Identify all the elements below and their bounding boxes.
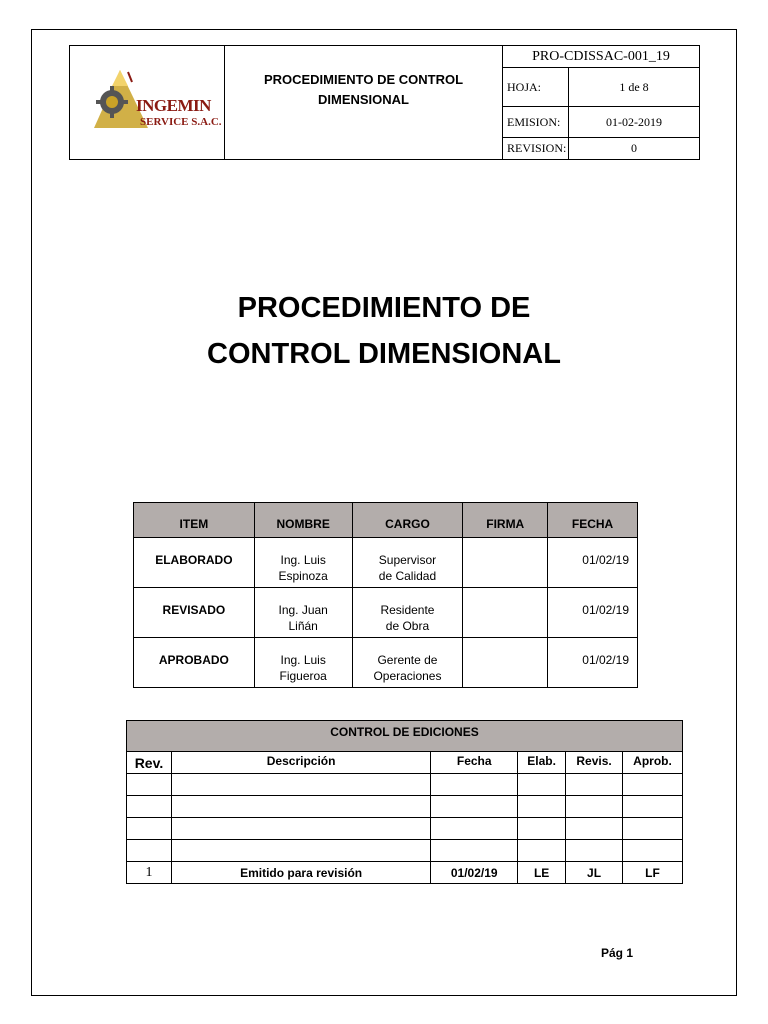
table-cell: LE: [518, 862, 566, 884]
table-cell: [171, 818, 430, 840]
emision-value: 01-02-2019: [606, 114, 662, 129]
col-fecha: Fecha: [431, 752, 518, 774]
col-aprob: Aprob.: [623, 752, 683, 774]
table-row: [134, 538, 638, 588]
col-elab: Elab.: [518, 752, 566, 774]
table-cell: [566, 840, 623, 862]
company-logo: [70, 46, 225, 159]
item-cell: REVISADO: [134, 588, 255, 638]
table-cell: [623, 774, 683, 796]
cargo-cell: [352, 538, 463, 588]
page-number: Pág 1: [601, 946, 634, 960]
col-rev: Rev.: [127, 752, 172, 774]
logo-subtitle: SERVICE S.A.C.: [140, 116, 222, 128]
table-cell: [171, 796, 430, 818]
nombre-cell: [254, 588, 352, 638]
table-cell: [518, 840, 566, 862]
emision-label: EMISION:: [503, 107, 569, 137]
nombre-line: Espinoza: [278, 569, 328, 583]
main-title: [0, 285, 768, 377]
cargo-line: Supervisor: [378, 553, 437, 567]
main-title-line2: CONTROL DIMENSIONAL: [207, 338, 561, 370]
table-cell: [623, 818, 683, 840]
firma-cell: [463, 588, 548, 638]
nombre-line: Ing. Juan: [278, 603, 328, 617]
table-cell: [127, 840, 172, 862]
table-row: [127, 774, 683, 796]
table-cell: [566, 774, 623, 796]
table-cell: [127, 774, 172, 796]
table-row: [134, 638, 638, 688]
table-cell: [623, 840, 683, 862]
table-row: [127, 796, 683, 818]
header-row-hoja: [503, 68, 699, 107]
editions-caption-row: [127, 721, 683, 752]
header-title-cell: [225, 46, 503, 159]
nombre-line: Liñán: [288, 619, 318, 633]
table-cell: [518, 774, 566, 796]
col-revis: Revis.: [566, 752, 623, 774]
col-firma: FIRMA: [463, 503, 548, 538]
editions-caption: CONTROL DE EDICIONES: [127, 721, 683, 752]
col-cargo: CARGO: [352, 503, 463, 538]
table-cell: [431, 818, 518, 840]
table-cell: [127, 796, 172, 818]
document-code: PRO-CDISSAC-001_19: [503, 46, 699, 68]
table-cell: 1: [127, 862, 172, 884]
table-cell: [566, 818, 623, 840]
header-row-emision: [503, 107, 699, 138]
table-cell: [431, 840, 518, 862]
document-header: [69, 45, 700, 160]
cargo-line: Operaciones: [373, 669, 442, 683]
fecha-cell: 01/02/19: [548, 538, 638, 588]
table-row: [127, 840, 683, 862]
hoja-label: HOJA:: [503, 68, 569, 106]
table-cell: [518, 796, 566, 818]
table-cell: 01/02/19: [431, 862, 518, 884]
cargo-line: Gerente de: [377, 653, 438, 667]
main-title-line1: PROCEDIMIENTO DE: [237, 292, 531, 324]
col-item: ITEM: [134, 503, 255, 538]
approval-table: [133, 502, 638, 688]
firma-cell: [463, 538, 548, 588]
table-cell: [431, 774, 518, 796]
cargo-line: Residente: [380, 603, 435, 617]
cargo-line: de Calidad: [378, 569, 437, 583]
col-nombre: NOMBRE: [254, 503, 352, 538]
nombre-cell: [254, 638, 352, 688]
table-cell: [566, 796, 623, 818]
table-cell: LF: [623, 862, 683, 884]
table-cell: [518, 818, 566, 840]
nombre-line: Figueroa: [279, 669, 327, 683]
cargo-cell: [352, 638, 463, 688]
table-cell: [171, 840, 430, 862]
nombre-line: Ing. Luis: [280, 553, 326, 567]
table-cell: Emitido para revisión: [171, 862, 430, 884]
header-title: PROCEDIMIENTO DE CONTROL DIMENSIONAL: [263, 72, 464, 107]
cargo-line: de Obra: [385, 619, 430, 633]
nombre-cell: [254, 538, 352, 588]
firma-cell: [463, 638, 548, 688]
table-row: [127, 862, 683, 884]
revision-value: 0: [631, 141, 637, 155]
table-cell: [171, 774, 430, 796]
fecha-cell: 01/02/19: [548, 638, 638, 688]
table-cell: [127, 818, 172, 840]
table-cell: JL: [566, 862, 623, 884]
item-cell: APROBADO: [134, 638, 255, 688]
table-row: [134, 588, 638, 638]
fecha-cell: 01/02/19: [548, 588, 638, 638]
cargo-cell: [352, 588, 463, 638]
header-row-revision: [503, 138, 699, 159]
table-row: [127, 818, 683, 840]
table-cell: [431, 796, 518, 818]
logo-name: INGEMIN: [136, 96, 211, 115]
col-fecha: FECHA: [548, 503, 638, 538]
col-descripcion: Descripción: [171, 752, 430, 774]
approval-header-row: [134, 503, 638, 538]
revision-label: REVISION:: [503, 138, 569, 159]
editions-header-row: [127, 752, 683, 774]
nombre-line: Ing. Luis: [280, 653, 326, 667]
hoja-value: 1 de 8: [619, 79, 649, 94]
table-cell: [623, 796, 683, 818]
editions-table: [126, 720, 683, 884]
item-cell: ELABORADO: [134, 538, 255, 588]
